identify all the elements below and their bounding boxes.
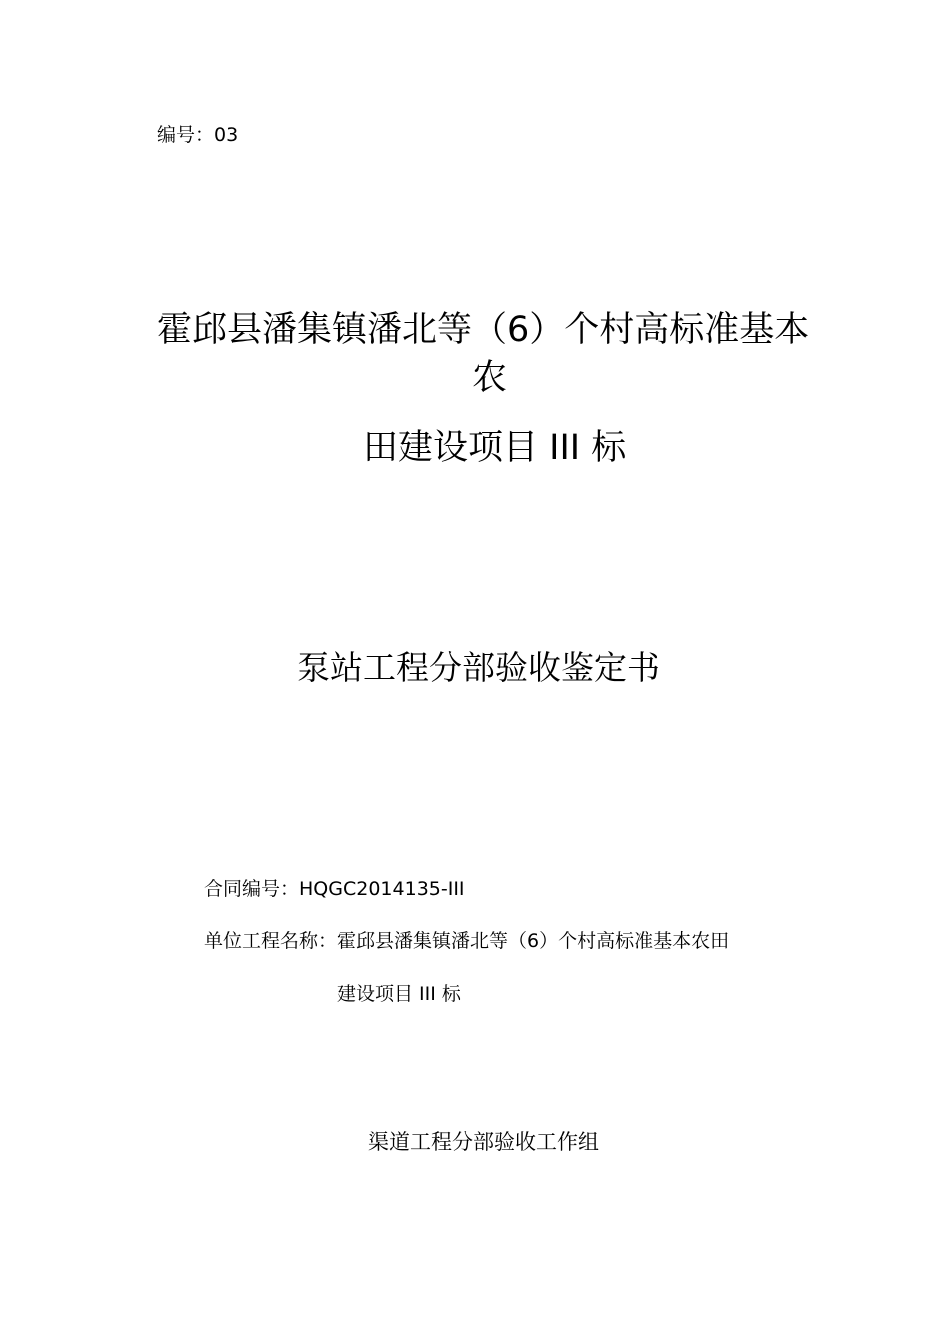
contract-number-value: HQGC2014135-III (299, 878, 465, 900)
contract-number-label: 合同编号： (204, 878, 300, 900)
unit-project-name-value-line-2: 建设项目 III 标 (337, 983, 461, 1005)
document-subtitle: 泵站工程分部验收鉴定书 (297, 648, 660, 687)
unit-project-name (204, 928, 729, 954)
document-number (157, 120, 238, 147)
unit-project-name-label: 单位工程名称： (204, 930, 338, 952)
document-number-value: 03 (214, 124, 239, 146)
document-number-label: 编号： (157, 124, 215, 146)
acceptance-working-group: 渠道工程分部验收工作组 (368, 1130, 599, 1154)
project-title-line-1: 霍邱县潘集镇潘北等（6）个村高标准基本 (157, 310, 810, 350)
project-title-line-2: 农 (472, 358, 508, 398)
unit-project-name-value-line-1: 霍邱县潘集镇潘北等（6）个村高标准基本农田 (337, 930, 730, 952)
project-title-line-3: 田建设项目 III 标 (363, 428, 627, 468)
contract-number (204, 876, 465, 902)
